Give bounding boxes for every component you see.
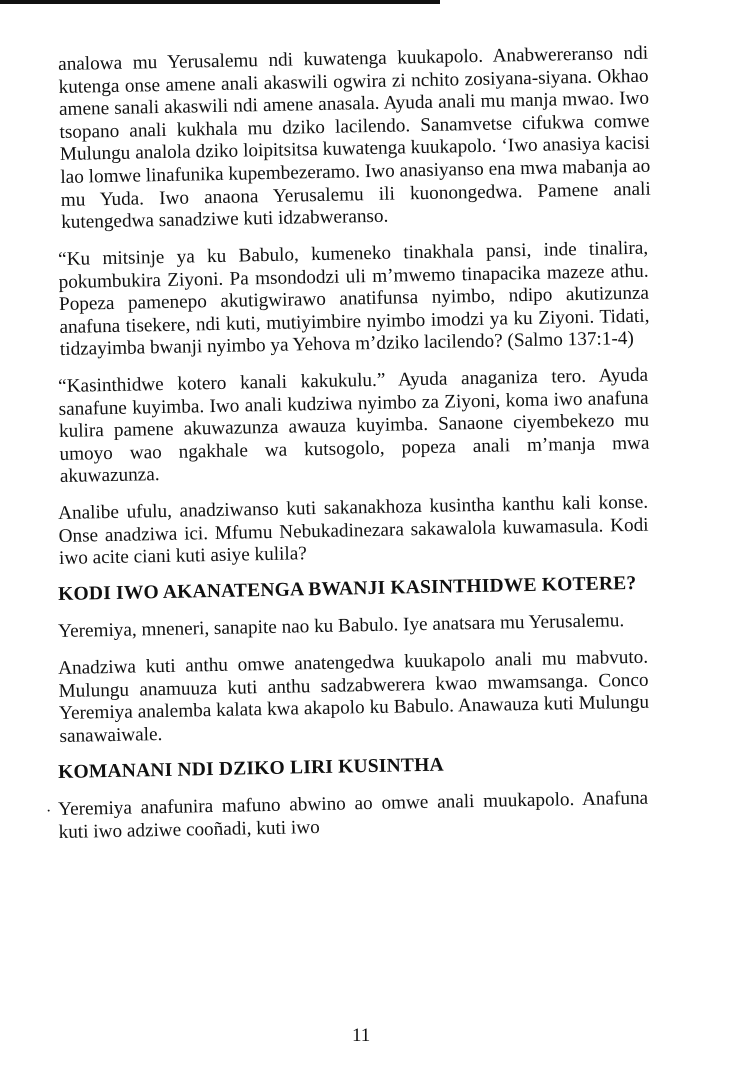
top-rule <box>0 0 440 4</box>
paragraph-letter: Anadziwa kuti anthu omwe anatengedwa kuukapolo anali mu mabvuto. Mulungu anamuuza kuti anthu sadzabwerera kwao mwamsanga. Conco Yeremiya analemba kalata kwa akapolo ku Babulo. Anawauza kuti Mulungu sanawaiwale. <box>58 646 650 747</box>
bulleted-paragraph <box>46 787 649 844</box>
paragraph-psalm-quote: “Ku mitsinje ya ku Babulo, kumeneko tinakhala pansi, inde tinalira, pokumbukira Ziyoni. Pa msondodzi uli m’mwemo tinapacika mazeze athu. Popeza pamenepo akutigwirawo anatifunsa nyimbo, ndipo akutizunza anafuna tisekere, ndi kuti, mutiyimbire nyimbo imodzi ya ku Ziyoni. Tidati, tidzayimba bwanji nyimbo ya Yehova m’dziko lacilendo? (Salmo 137:1-4) <box>58 237 650 361</box>
paragraph-no-freedom: Analibe ufulu, anadziwanso kuti sakanakhoza kusintha kanthu kali konse. Onse anadziwa ici. Mfumu Nebukadinezara sakawalola kuwamasula. Kodi iwo acite ciani kuti asiye kulila? <box>58 491 649 569</box>
paragraph-change: “Kasinthidwe kotero kanali kakukulu.” Ayuda anaganiza tero. Ayuda sanafune kuyimba. Iwo anali kudziwa nyimbo za Ziyoni, koma iwo anafuna kulira pamene akuwazunza awauza kuyimba. Sanaone ciyembekezo mu umoyo wao ngakhale wa kutsogolo, popeza anali m’manja mwa akuwazunza. <box>58 364 650 488</box>
paragraph-last: Yeremiya anafunira mafuno abwino ao omwe anali muukapolo. Anafuna kuti iwo adziwe cooñadi, kuti iwo <box>58 787 649 843</box>
bullet-mark: · <box>46 802 52 820</box>
section-heading-2: KOMANANI NDI DZIKO LIRI KUSINTHA <box>58 754 444 784</box>
page-body <box>46 42 651 858</box>
paragraph-exile: analowa mu Yerusalemu ndi kuwatenga kuukapolo. Anabwereranso ndi kutenga onse amene anali akaswili ogwira zi nchito zosiyana-siyana. Okhao amene sanali akaswili ndi amene anasala. Ayuda anali mu manja mwao. Iwo tsopano anali kukhala mu dziko lacilendo. Sanamvetse cifukwa comwe Mulungu analola dziko loipitsitsa kuwatenga kuukapolo. ‘Iwo anasiya kacisi lao lomwe linafunika kupembezeramo. Iwo anasiyanso ena mwa mabanja ao mu Yuda. Iwo anaona Yerusalemu ili kuonongedwa. Pamene anali kutengedwa sanadziwe kuti idzabweranso. <box>58 42 651 234</box>
section-heading-1: KODI IWO AKANATENGA BWANJI KASINTHIDWE KOTERE? <box>58 573 637 606</box>
paragraph-jeremiah: Yeremiya, mneneri, sanapite nao ku Babulo. Iye anatsara mu Yerusalemu. <box>58 610 625 643</box>
page-number: 11 <box>352 1025 371 1046</box>
